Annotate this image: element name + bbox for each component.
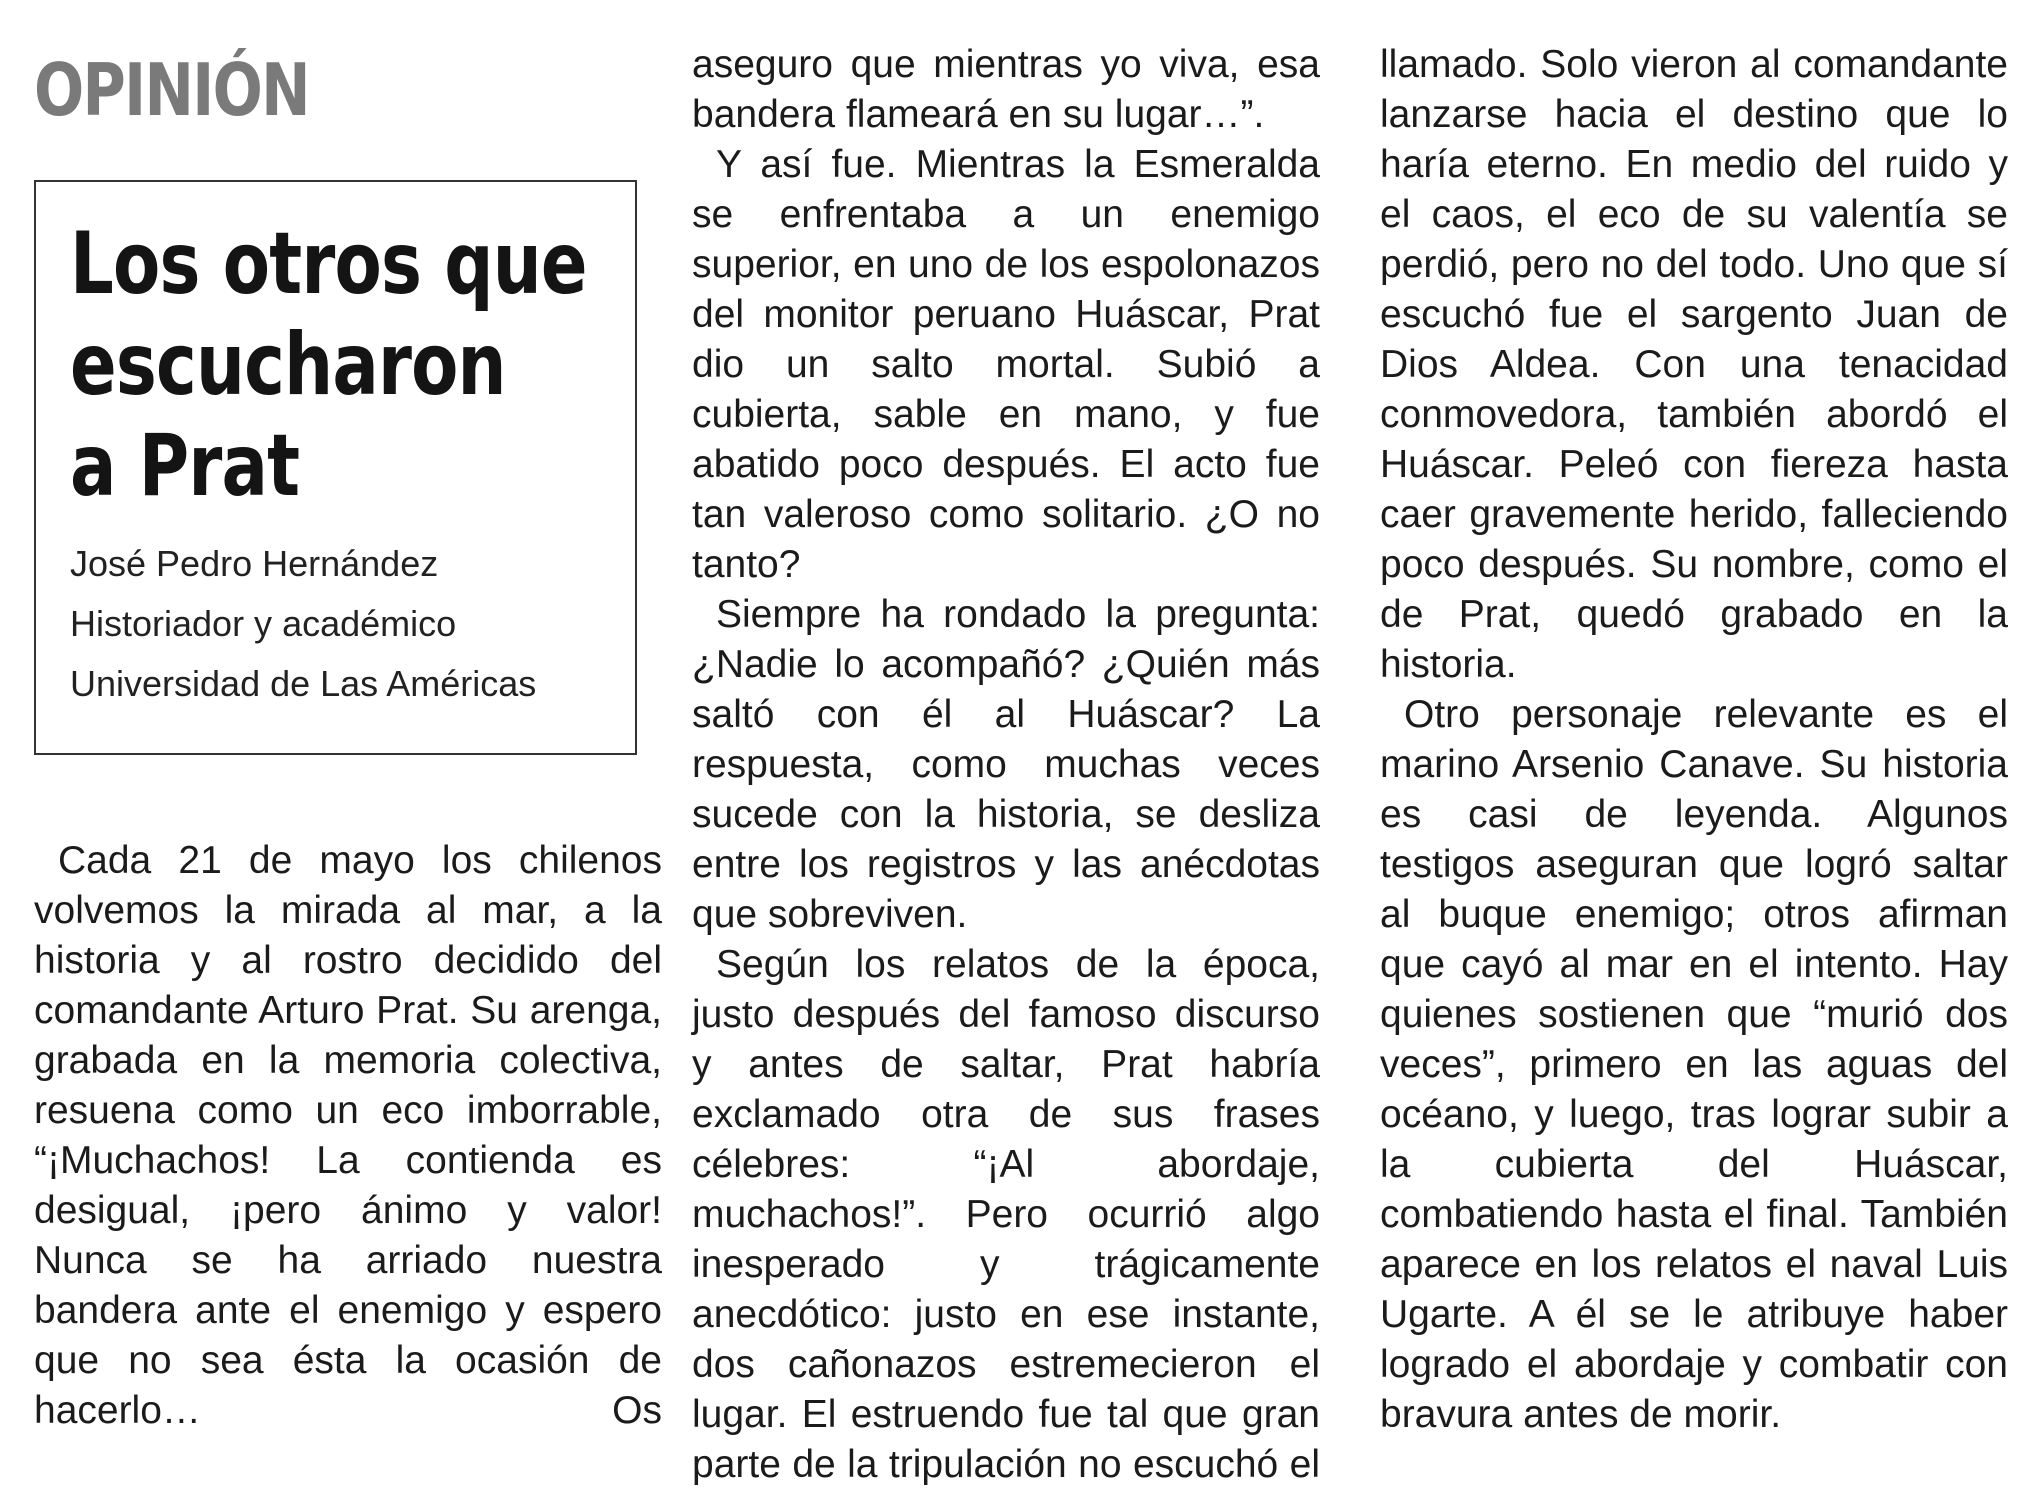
paragraph: Y así fue. Mientras la Esmeralda se enfrentaba a un enemigo superior, en uno de los espolonazos del monitor peruano Huáscar, Prat dio un salto mortal. Subió a cubierta, sable en mano, y fue abatido poco después. El acto fue tan valeroso como solitario. ¿O no tanto? bbox=[692, 143, 1320, 586]
author-institution: Universidad de Las Américas bbox=[70, 663, 537, 704]
article-column-2 bbox=[692, 40, 1320, 1490]
paragraph: Según los relatos de la época, justo después del famoso discurso y antes de saltar, Prat habría exclamado otra de sus frases célebres: “¡Al abordaje, muchachos!”. Pero ocurrió algo inesperado y trágicamente anecdótico: justo en ese instante, dos cañonazos estremecieron el lugar. El estruendo fue tal que gran parte de la tripulación no escuchó el bbox=[692, 943, 1320, 1486]
paragraph: aseguro que mientras yo viva, esa bandera flameará en su lugar…”. bbox=[692, 43, 1320, 136]
paragraph: Otro personaje relevante es el marino Arsenio Canave. Su historia es casi de leyenda. Algunos testigos aseguran que logró saltar al buque enemigo; otros afirman que cayó al mar en el intento. Hay quienes sostienen que “murió dos veces”, primero en las aguas del océano, y luego, tras lograr subir a la cubierta del Huáscar, combatiendo hasta el final. También aparece en los relatos el naval Luis Ugarte. A él se le atribuye haber logrado el abordaje y combatir con bravura antes de morir. bbox=[1380, 693, 2008, 1436]
paragraph: Siempre ha rondado la pregunta: ¿Nadie lo acompañó? ¿Quién más saltó con él al Huáscar? La respuesta, como muchas veces sucede con la historia, se desliza entre los registros y las anécdotas que sobreviven. bbox=[692, 593, 1320, 936]
paragraph: llamado. Solo vieron al comandante lanzarse hacia el destino que lo haría eterno. En medio del ruido y el caos, el eco de su valentía se perdió, pero no del todo. Uno que sí escuchó fue el sargento Juan de Dios Aldea. Con una tenacidad conmovedora, también abordó el Huáscar. Peleó con fiereza hasta caer gravemente herido, falleciendo poco después. Su nombre, como el de Prat, quedó grabado en la historia. bbox=[1380, 43, 2008, 686]
headline bbox=[70, 214, 614, 517]
headline-line-3: a Prat bbox=[70, 416, 300, 516]
author-role: Historiador y académico bbox=[70, 603, 457, 644]
byline bbox=[70, 534, 536, 714]
headline-box bbox=[34, 180, 637, 755]
section-label: OPINIÓN bbox=[34, 48, 309, 132]
headline-line-2: escucharon bbox=[70, 315, 506, 415]
article-column-3 bbox=[1380, 40, 2008, 1440]
author-name: José Pedro Hernández bbox=[70, 543, 439, 584]
paragraph: Cada 21 de mayo los chilenos volvemos la mirada al mar, a la historia y al rostro decidido del comandante Arturo Prat. Su arenga, grabada en la memoria colectiva, resuena como un eco imborrable, “¡Muchachos! La contienda es desigual, ¡pero ánimo y valor! Nunca se ha arriado nuestra bandera ante el enemigo y espero que no sea ésta la ocasión de hacerlo… Os bbox=[34, 839, 662, 1432]
article-column-1 bbox=[34, 836, 662, 1436]
headline-line-1: Los otros que bbox=[70, 214, 587, 314]
